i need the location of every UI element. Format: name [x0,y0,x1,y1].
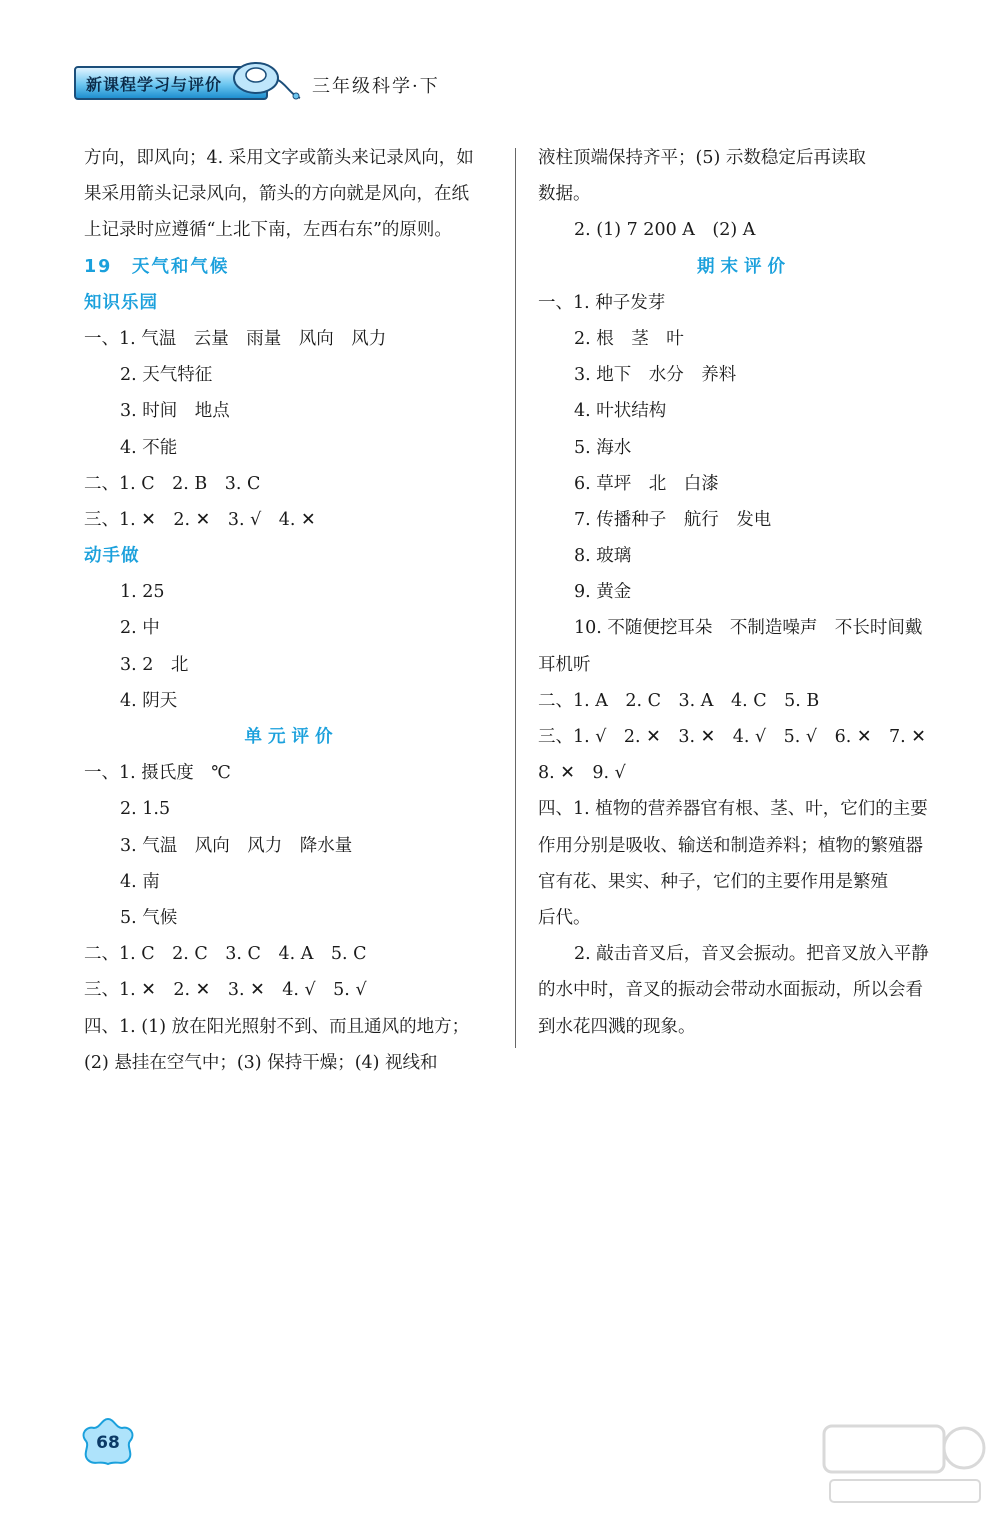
answer-line: 2. 根 茎 叶 [574,328,684,349]
page-number-badge [78,1416,138,1472]
text-line: 液柱顶端保持齐平；(5) 示数稳定后再读取 [538,148,866,168]
answer-line: 10. 不随便挖耳朵 不制造噪声 不长时间戴 [574,618,923,639]
answer-line: 9. 黄金 [574,582,632,603]
answer-line: 后代。 [538,907,591,928]
answer-line: 7. 传播种子 航行 发电 [574,509,772,530]
answer-line: 5. 海水 [574,437,632,458]
answer-line: 3. 气温 风向 风力 降水量 [120,835,353,856]
handson-section-title: 动手做 [84,546,140,567]
answer-line: 四、1. 植物的营养器官有根、茎、叶，它们的主要 [538,799,928,820]
answer-line: 6. 草坪 北 白漆 [574,473,719,494]
answer-line: 4. 阴天 [120,690,178,711]
answer-line: 3. 2 北 [120,654,189,675]
answer-line: 一、1. 种子发芽 [538,292,666,313]
answer-line: 4. 不能 [120,437,178,458]
answer-line: 4. 叶状结构 [574,401,667,422]
answer-line: 三、1. ✕ 2. ✕ 3. √ 4. ✕ [84,509,316,530]
answer-line: 2. 敲击音叉后，音叉会振动。把音叉放入平静 [574,944,929,965]
right-column [538,140,950,1045]
answer-line: 到水花四溅的现象。 [538,1016,696,1037]
left-column [84,140,499,1081]
lesson-title: 19 天气和气候 [84,256,230,277]
page-number: 68 [96,1433,120,1453]
column-divider [515,148,516,1048]
page-header [74,58,454,104]
answer-line: 一、1. 气温 云量 雨量 风向 风力 [84,328,387,349]
answer-line: 二、1. C 2. B 3. C [84,473,261,494]
text-line: 上记录时应遵循“上北下南，左西右东”的原则。 [84,220,452,241]
series-title: 新课程学习与评价 [86,75,223,94]
answer-line: 二、1. C 2. C 3. C 4. A 5. C [84,944,367,965]
answer-line: 耳机听 [538,654,591,675]
answer-line: 2. 中 [120,618,160,639]
answer-line: 官有花、果实、种子，它们的主要作用是繁殖 [538,871,888,892]
answer-line: 三、1. ✕ 2. ✕ 3. ✕ 4. √ 5. √ [84,980,367,1001]
answer-line: 3. 地下 水分 养料 [574,365,737,386]
answer-line: 4. 南 [120,871,160,892]
text-line: 方向，即风向；4. 采用文字或箭头来记录风向，如 [84,148,474,168]
watermark [820,1420,990,1510]
answer-line: 8. 玻璃 [574,546,632,567]
answer-line: 2. 1.5 [120,799,171,820]
text-line: 果采用箭头记录风向，箭头的方向就是风向，在纸 [84,184,469,205]
answer-line: 5. 气候 [120,907,178,928]
answer-line: 1. 25 [120,582,165,603]
answer-line: 二、1. A 2. C 3. A 4. C 5. B [538,690,820,711]
text-line: 数据。 [538,184,591,205]
knowledge-section-title: 知识乐园 [84,292,158,313]
answer-line: 作用分别是吸收、输送和制造养料；植物的繁殖器 [538,835,923,856]
subject-label: 三年级科学·下 [312,76,440,97]
answer-line: 一、1. 摄氏度 ℃ [84,763,231,784]
text-line: 2. (1) 7 200 A (2) A [574,220,756,241]
unit-review-title: 单元评价 [244,727,339,747]
answer-line: 三、1. √ 2. ✕ 3. ✕ 4. √ 5. √ 6. ✕ 7. ✕ [538,727,926,747]
answer-line: 3. 时间 地点 [120,401,230,422]
final-review-title: 期末评价 [697,256,791,277]
answer-line: 2. 天气特征 [120,365,213,386]
watermark-logo-icon [820,1420,990,1510]
answer-line: 8. ✕ 9. √ [538,763,626,784]
answer-line: 四、1. (1) 放在阳光照射不到、而且通风的地方； [84,1016,470,1037]
answer-line: 的水中时，音叉的振动会带动水面振动，所以会看 [538,980,923,1001]
answer-line: (2) 悬挂在空气中；(3) 保持干燥；(4) 视线和 [84,1052,438,1073]
computer-mouse-icon [224,58,304,104]
